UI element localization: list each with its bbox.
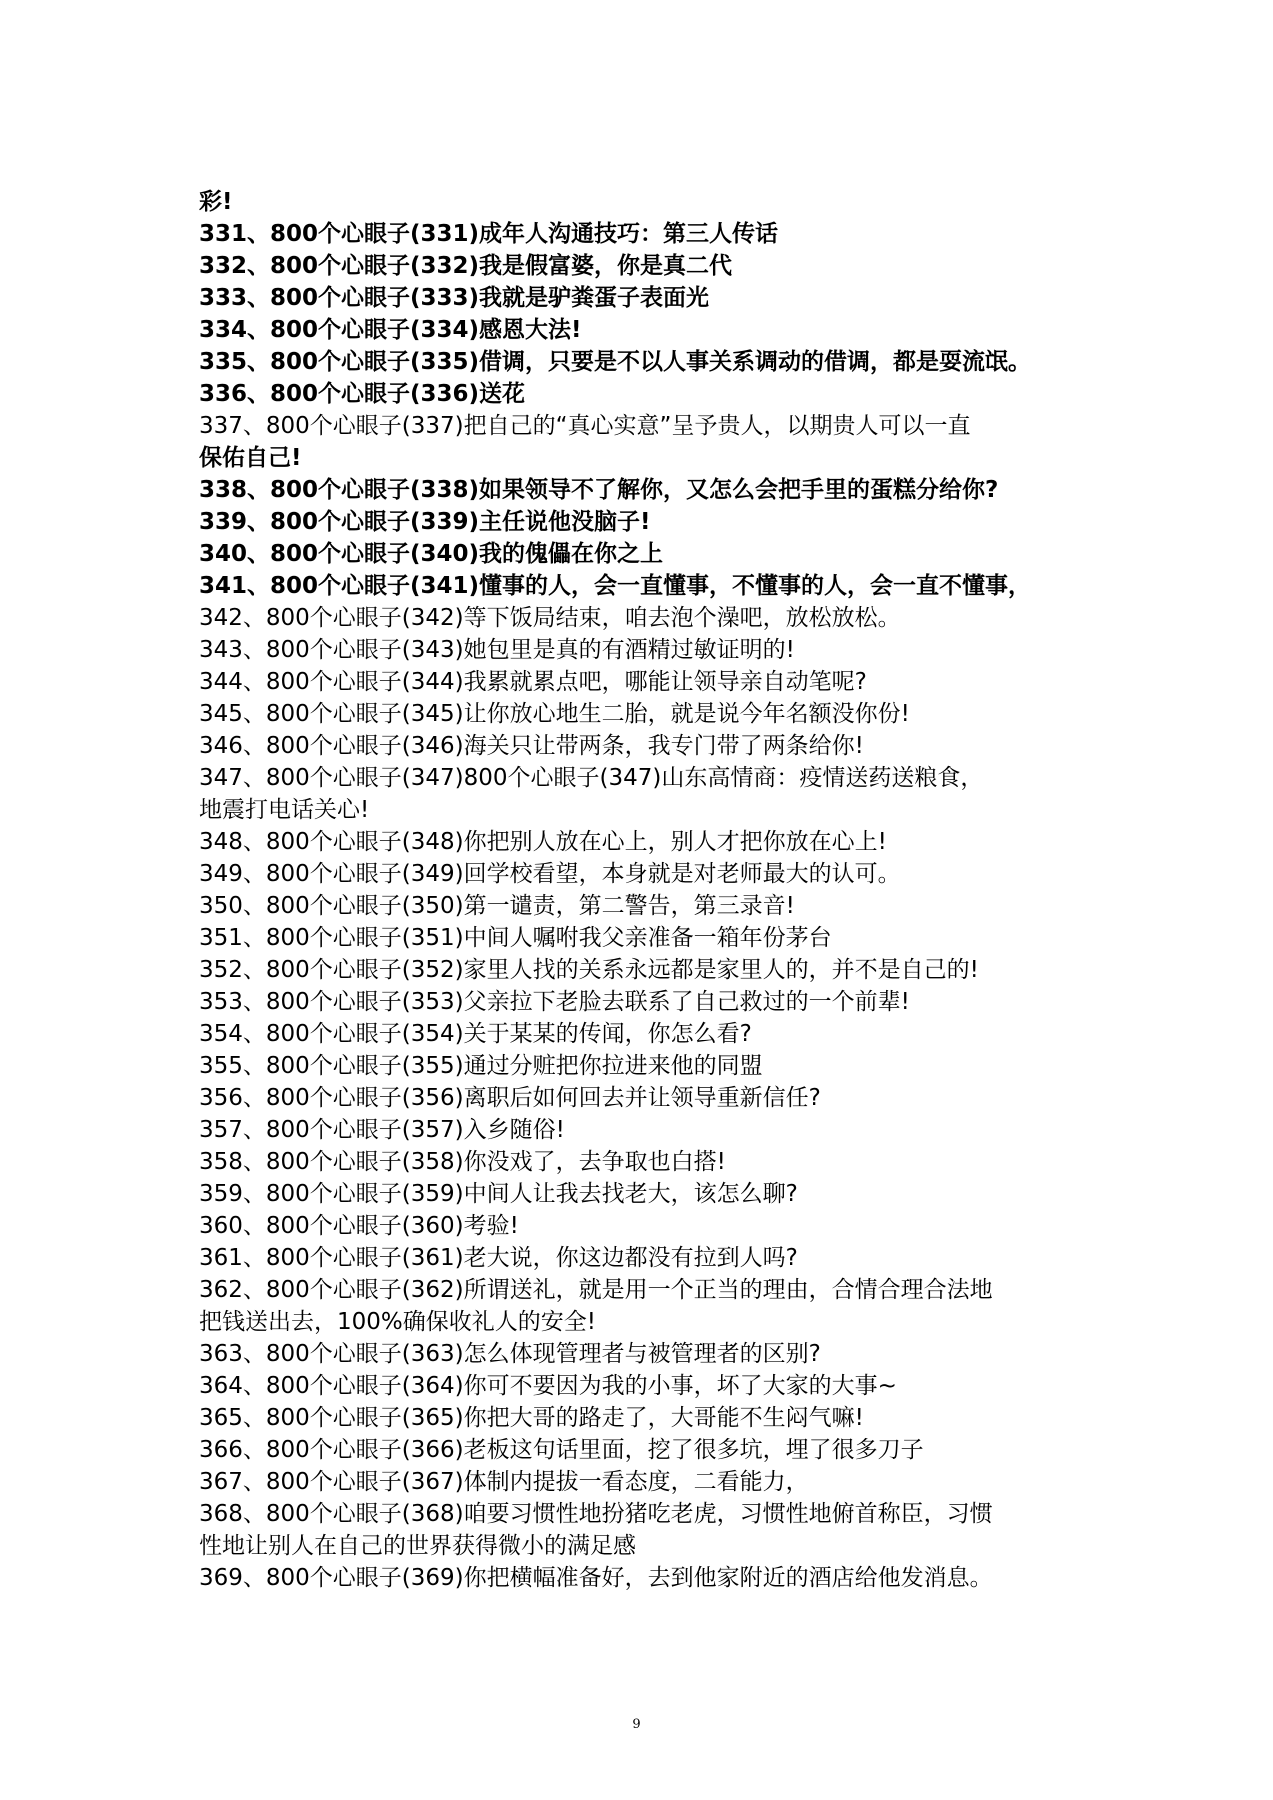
text-line: 359、800个心眼子(359)中间人让我去找老大，该怎么聊? [199,1181,798,1207]
text-line: 344、800个心眼子(344)我累就累点吧，哪能让领导亲自动笔呢? [199,669,867,695]
text-line: 341、800个心眼子(341)懂事的人，会一直懂事，不懂事的人，会一直不懂事， [199,573,1032,599]
page-number: 9 [632,1717,641,1732]
text-line: 355、800个心眼子(355)通过分赃把你拉进来他的同盟 [199,1053,763,1079]
text-line: 338、800个心眼子(338)如果领导不了解你，又怎么会把手里的蛋糕分给你? [199,477,999,503]
text-line: 360、800个心眼子(360)考验! [199,1213,519,1239]
text-line: 331、800个心眼子(331)成年人沟通技巧：第三人传话 [199,221,779,247]
text-line: 339、800个心眼子(339)主任说他没脑子! [199,509,651,535]
text-line: 366、800个心眼子(366)老板这句话里面，挖了很多坑，埋了很多刀子 [199,1437,924,1463]
text-line: 342、800个心眼子(342)等下饭局结束，咱去泡个澡吧，放松放松。 [199,605,901,631]
text-line: 362、800个心眼子(362)所谓送礼，就是用一个正当的理由，合情合理合法地 [199,1277,993,1303]
text-line: 361、800个心眼子(361)老大说，你这边都没有拉到人吗? [199,1245,798,1271]
text-line: 彩! [199,189,233,215]
text-line: 347、800个心眼子(347)800个心眼子(347)山东高情商：疫情送药送粮食， [199,765,984,791]
text-line: 357、800个心眼子(357)入乡随俗! [199,1117,565,1143]
text-line: 350、800个心眼子(350)第一谴责，第二警告，第三录音! [199,893,795,919]
text-line: 332、800个心眼子(332)我是假富婆，你是真二代 [199,253,733,279]
text-line: 333、800个心眼子(333)我就是驴粪蛋子表面光 [199,285,710,311]
text-line: 性地让别人在自己的世界获得微小的满足感 [199,1533,636,1559]
text-line: 367、800个心眼子(367)体制内提拔一看态度，二看能力， [199,1469,809,1495]
text-line: 349、800个心眼子(349)回学校看望，本身就是对老师最大的认可。 [199,861,901,887]
text-line: 337、800个心眼子(337)把自己的“真心实意”呈予贵人，以期贵人可以一直 [199,413,971,439]
text-line: 345、800个心眼子(345)让你放心地生二胎，就是说今年名额没你份! [199,701,910,727]
text-line: 363、800个心眼子(363)怎么体现管理者与被管理者的区别? [199,1341,821,1367]
text-line: 351、800个心眼子(351)中间人嘱咐我父亲准备一箱年份茅台 [199,925,832,951]
text-line: 368、800个心眼子(368)咱要习惯性地扮猪吃老虎，习惯性地俯首称臣，习惯 [199,1501,993,1527]
text-line: 369、800个心眼子(369)你把横幅准备好，去到他家附近的酒店给他发消息。 [199,1565,993,1591]
text-line: 354、800个心眼子(354)关于某某的传闻，你怎么看? [199,1021,752,1047]
text-line: 346、800个心眼子(346)海关只让带两条，我专门带了两条给你! [199,733,864,759]
text-line: 352、800个心眼子(352)家里人找的关系永远都是家里人的，并不是自己的! [199,957,979,983]
text-line: 358、800个心眼子(358)你没戏了，去争取也白搭! [199,1149,726,1175]
text-line: 343、800个心眼子(343)她包里是真的有酒精过敏证明的! [199,637,795,663]
text-line: 保佑自己! [199,445,302,471]
text-line: 365、800个心眼子(365)你把大哥的路走了，大哥能不生闷气嘛! [199,1405,864,1431]
document-body [199,186,1069,1594]
text-line: 地震打电话关心! [199,797,370,823]
text-line: 364、800个心眼子(364)你可不要因为我的小事，坏了大家的大事~ [199,1373,897,1399]
text-line: 356、800个心眼子(356)离职后如何回去并让领导重新信任? [199,1085,821,1111]
text-line: 336、800个心眼子(336)送花 [199,381,526,407]
text-line: 348、800个心眼子(348)你把别人放在心上，别人才把你放在心上! [199,829,887,855]
text-line: 334、800个心眼子(334)感恩大法! [199,317,582,343]
text-line: 把钱送出去，100%确保收礼人的安全! [199,1309,596,1335]
text-line: 335、800个心眼子(335)借调，只要是不以人事关系调动的借调，都是耍流氓。 [199,349,1032,375]
text-line: 353、800个心眼子(353)父亲拉下老脸去联系了自己救过的一个前辈! [199,989,910,1015]
text-line: 340、800个心眼子(340)我的傀儡在你之上 [199,541,664,567]
